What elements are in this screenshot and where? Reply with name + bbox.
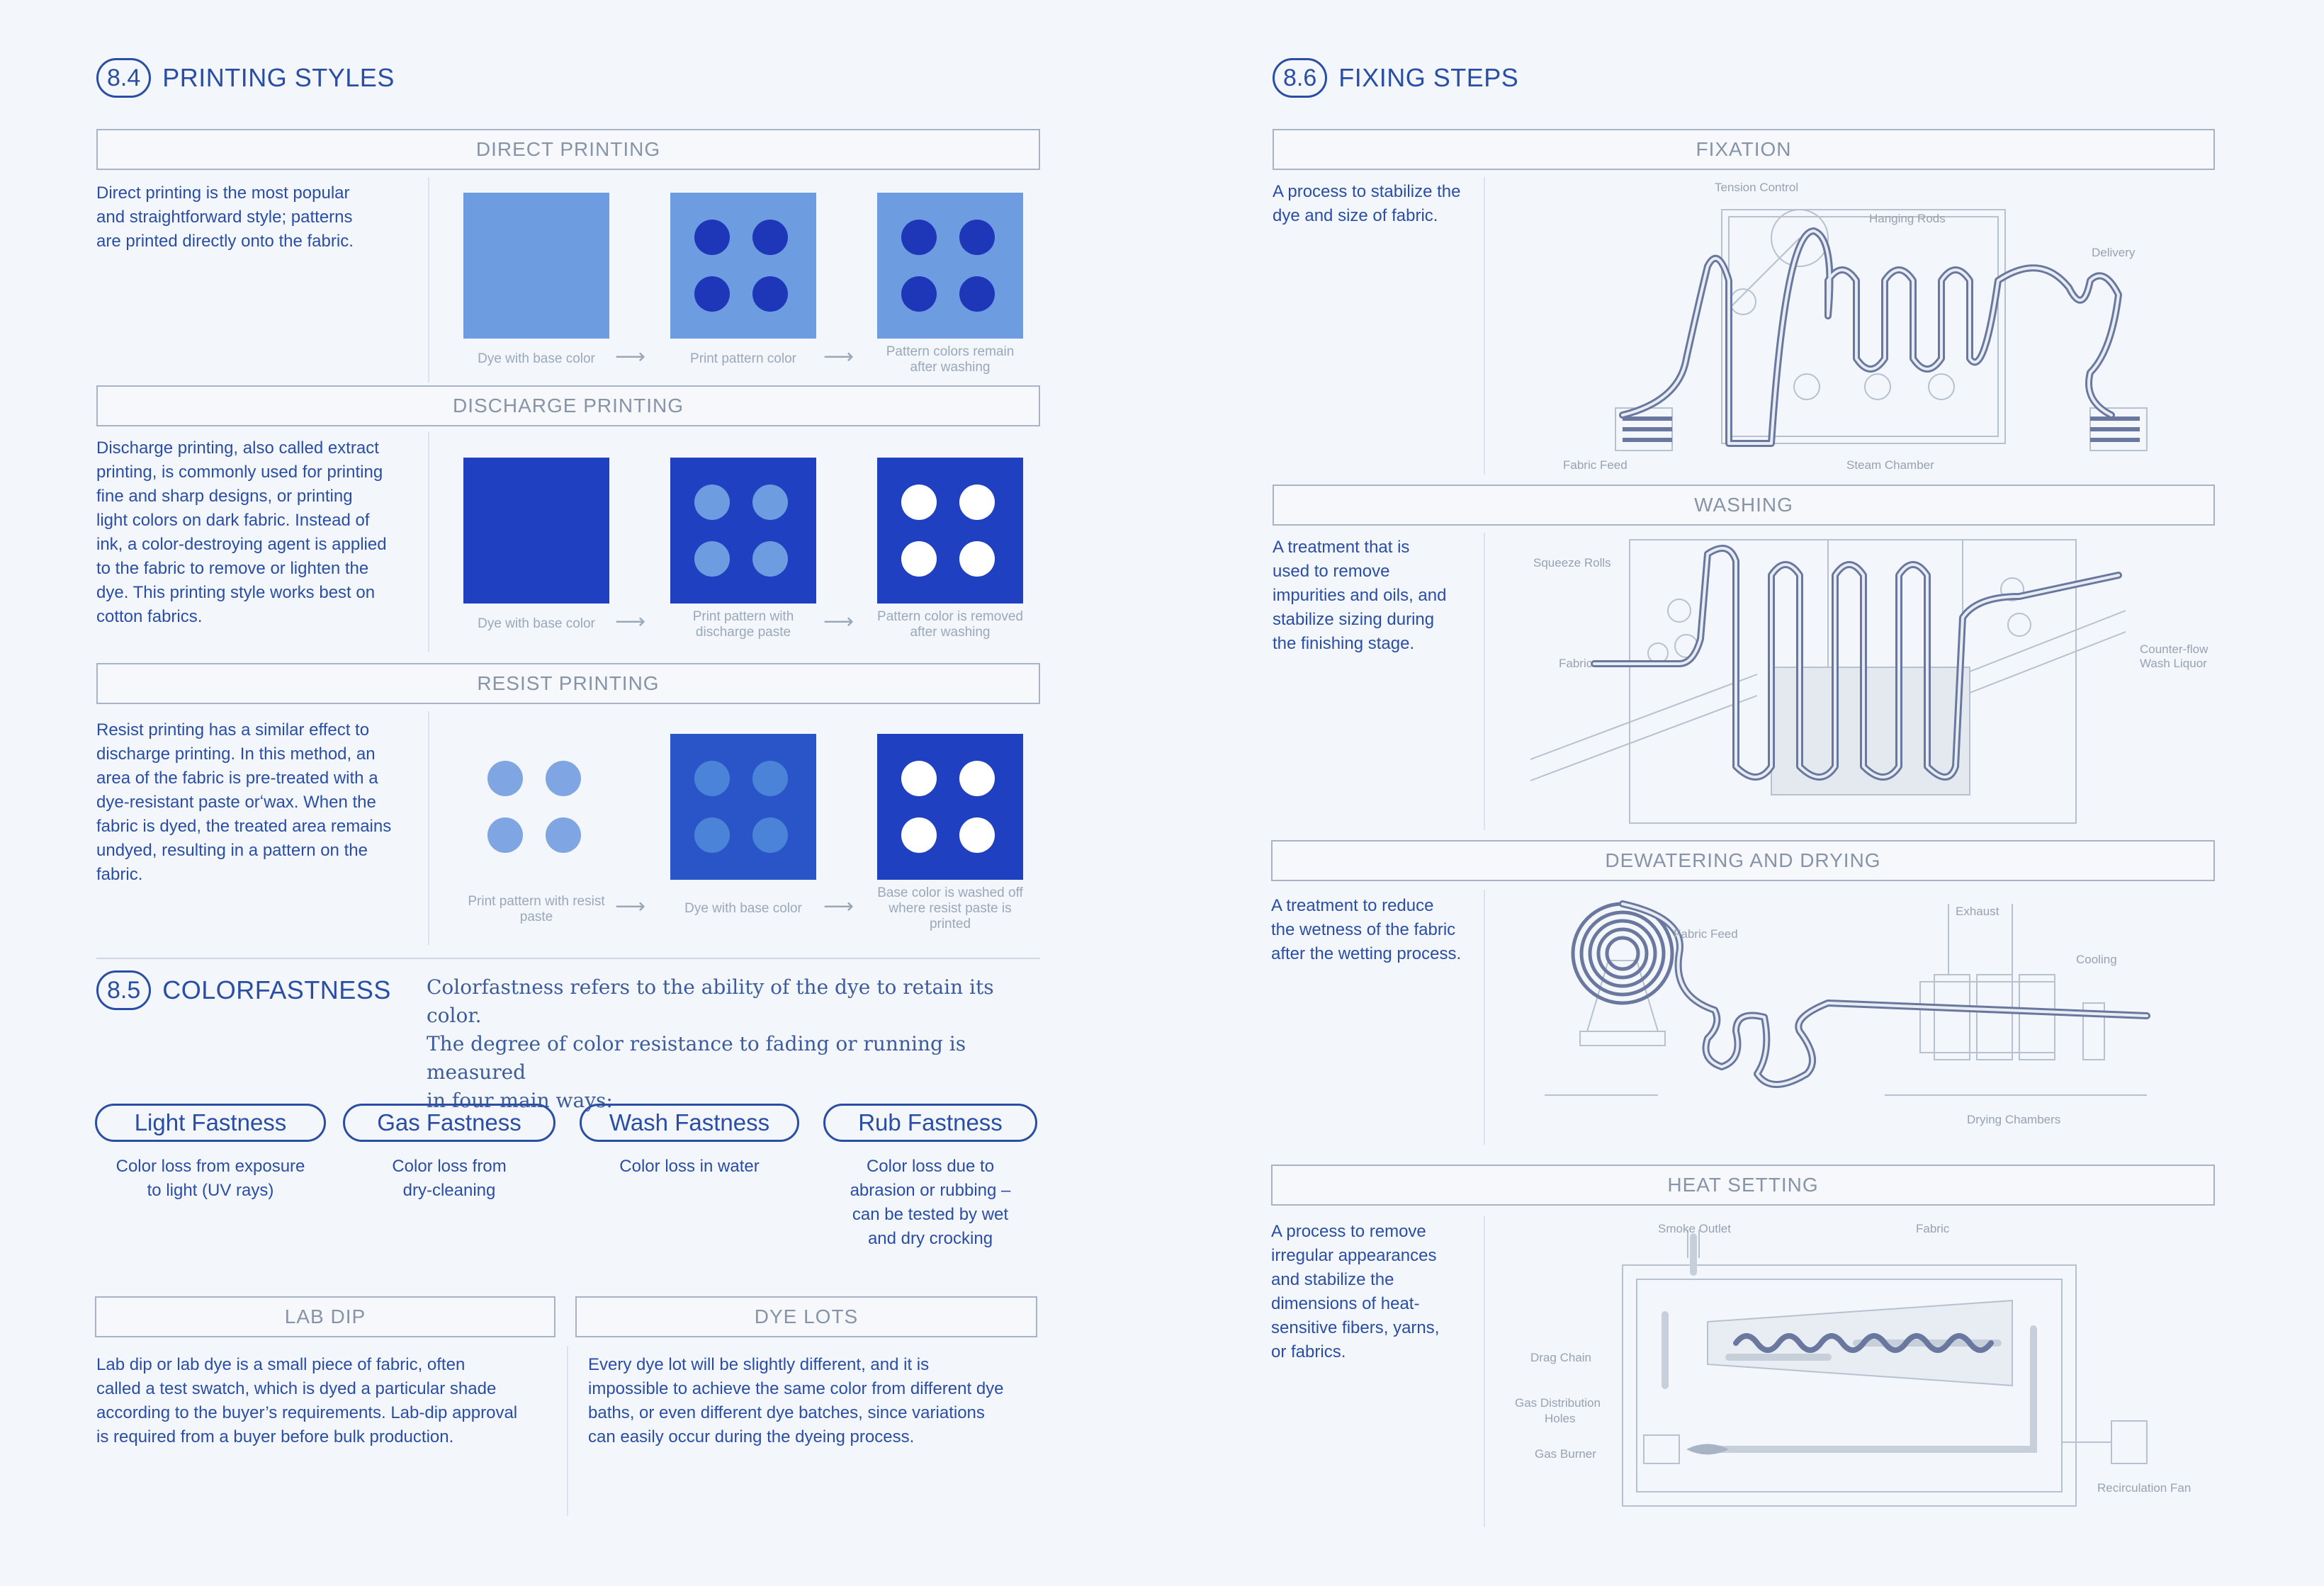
washing-diagram [1523,533,2209,830]
label-gas-distribution: Gas Distribution [1515,1396,1601,1410]
label-delivery: Delivery [2092,246,2136,259]
section-number: 8.4 [96,58,151,98]
heat-setting-diagram [1502,1216,2204,1527]
lab-dip-header: LAB DIP [95,1296,555,1337]
caption: Dye with base color [684,901,802,916]
label-gas-burner: Gas Burner [1535,1447,1596,1461]
caption: Pattern colors remain after washing [886,344,1015,375]
section-number: 8.6 [1273,58,1327,98]
label-fabric-feed: Fabric Feed [1563,458,1628,472]
resist-printing-text: Resist printing has a similar effect to discharge printing. In this method, an area of the fabric is pre-treated with a dye-resistant paste orʻwax. When the fabric is dyed, the treated area remains undyed, resulting in a pattern on the fabric. [96,720,392,884]
label-drag-chain: Drag Chain [1530,1351,1591,1364]
dye-lots-text: Every dye lot will be slightly different, and it is impossible to achieve the same color from different dye baths, or even different dye batches, since variations can easily occur during the dyeing process. [588,1355,1004,1446]
label-fabric: Fabric [1559,657,1593,670]
section-title: FIXING STEPS [1338,63,1519,92]
light-fastness-desc: Color loss from exposure to light (UV rays) [115,1157,305,1200]
discharge-printing-header: DISCHARGE PRINTING [96,385,1040,426]
label-wash-liquor: Wash Liquor [2140,657,2207,670]
label-exhaust: Exhaust [1956,905,1999,918]
section-number: 8.5 [96,970,151,1010]
resist-printing-header: RESIST PRINTING [96,663,1040,704]
pill-light-fastness: Light Fastness [95,1104,326,1142]
pill-gas-fastness: Gas Fastness [343,1104,555,1142]
label-steam-chamber: Steam Chamber [1846,458,1934,472]
caption: Print pattern color [690,351,796,366]
divider [428,711,429,945]
swatch-dyed [670,734,816,880]
washing-header: WASHING [1273,485,2215,526]
lab-dip-text: Lab dip or lab dye is a small piece of fabric, often called a test swatch, which is dyed a particular shade according to the buyer’s requirements. Lab-dip approval is required from a buyer before bulk production. [96,1355,518,1446]
washing-text: A treatment that is used to remove impurities and oils, and stabilize sizing during the finishing stage. [1273,538,1447,653]
label-tension: Tension Control [1715,181,1799,194]
arrow-icon: ⟶ [823,895,854,918]
direct-printing-header: DIRECT PRINTING [96,129,1040,170]
label-rods: Hanging Rods [1869,212,1946,225]
discharge-printing-text: Discharge printing, also called extract printing, is commonly used for printing fine and sharp designs, or printing light colors on dark fabric. Instead of ink, a color-destroying agent is applied to the fabric to remove or lighten the dye. This printing style works best on cotton fabrics. [96,438,387,626]
caption: Dye with base color [478,351,595,366]
arrow-icon: ⟶ [615,895,646,918]
section-divider [96,958,1040,959]
caption: Base color is washed off where resist paste is printed [877,885,1023,931]
swatch-base [463,458,609,604]
colorfastness-intro: Colorfastness refers to the ability of the dye to retain its color. The degree of color resistance to fading or running is measured in four main ways: [427,975,994,1112]
label-recirculation-fan: Recirculation Fan [2097,1481,2192,1495]
dewatering-text: A treatment to reduce the wetness of the fabric after the wetting process. [1271,896,1462,963]
arrow-icon: ⟶ [823,610,854,633]
caption: Dye with base color [478,616,595,631]
fixation-diagram [1545,174,2182,479]
section-8-5-heading [96,970,391,1010]
dye-lots-header: DYE LOTS [575,1296,1037,1337]
arrow-icon: ⟶ [615,610,646,633]
divider [1484,890,1485,1145]
direct-printing-text: Direct printing is the most popular and straightforward style; patterns are printed directly onto the fabric. [96,183,354,251]
section-8-4-heading [96,58,395,98]
swatch-discharge-paste [670,458,816,604]
heat-setting-text: A process to remove irregular appearances and stabilize the dimensions of heat- sensitive fibers, yarns, or fabrics. [1271,1222,1440,1361]
arrow-icon: ⟶ [823,345,854,368]
wash-fastness-desc: Color loss in water [619,1157,760,1176]
pill-wash-fastness: Wash Fastness [580,1104,799,1142]
swatch-base [463,193,609,339]
label-squeeze-rolls: Squeeze Rolls [1533,556,1611,570]
divider [1484,533,1485,830]
fixation-header: FIXATION [1273,129,2215,170]
section-title: PRINTING STYLES [162,63,395,92]
arrow-icon: ⟶ [615,345,646,368]
dewatering-header: DEWATERING AND DRYING [1271,840,2215,881]
swatch-washed-off [877,734,1023,880]
label-fabric-feed: Fabric Feed [1674,927,1738,941]
rub-fastness-desc: Color loss due to abrasion or rubbing – can be tested by wet and dry crocking [850,1157,1011,1248]
label-cooling: Cooling [2076,953,2117,966]
label-smoke-outlet: Smoke Outlet [1658,1222,1731,1235]
divider [1484,177,1485,475]
dewatering-diagram [1545,890,2182,1145]
caption: Pattern color is removed after washing [877,609,1023,640]
label-counter-flow: Counter-flow [2140,642,2209,656]
divider [428,177,429,383]
section-8-6-heading [1273,58,1518,98]
label-drying-chambers: Drying Chambers [1967,1113,2061,1126]
caption: Print pattern with resist paste [468,894,605,924]
pill-rub-fastness: Rub Fastness [823,1104,1037,1142]
heat-setting-header: HEAT SETTING [1271,1165,2215,1206]
swatch-printed [670,193,816,339]
fixation-text: A process to stabilize the dye and size of fabric. [1273,182,1461,225]
swatch-removed [877,458,1023,604]
gas-fastness-desc: Color loss from dry-cleaning [392,1157,507,1200]
swatch-resist-paste [463,734,609,880]
divider [428,432,429,652]
section-title: COLORFASTNESS [162,975,391,1004]
label-fabric: Fabric [1916,1222,1950,1235]
caption: Print pattern with discharge paste [692,609,794,640]
swatch-washed [877,193,1023,339]
label-holes: Holes [1545,1412,1576,1425]
divider [567,1346,568,1516]
divider [1484,1216,1485,1527]
